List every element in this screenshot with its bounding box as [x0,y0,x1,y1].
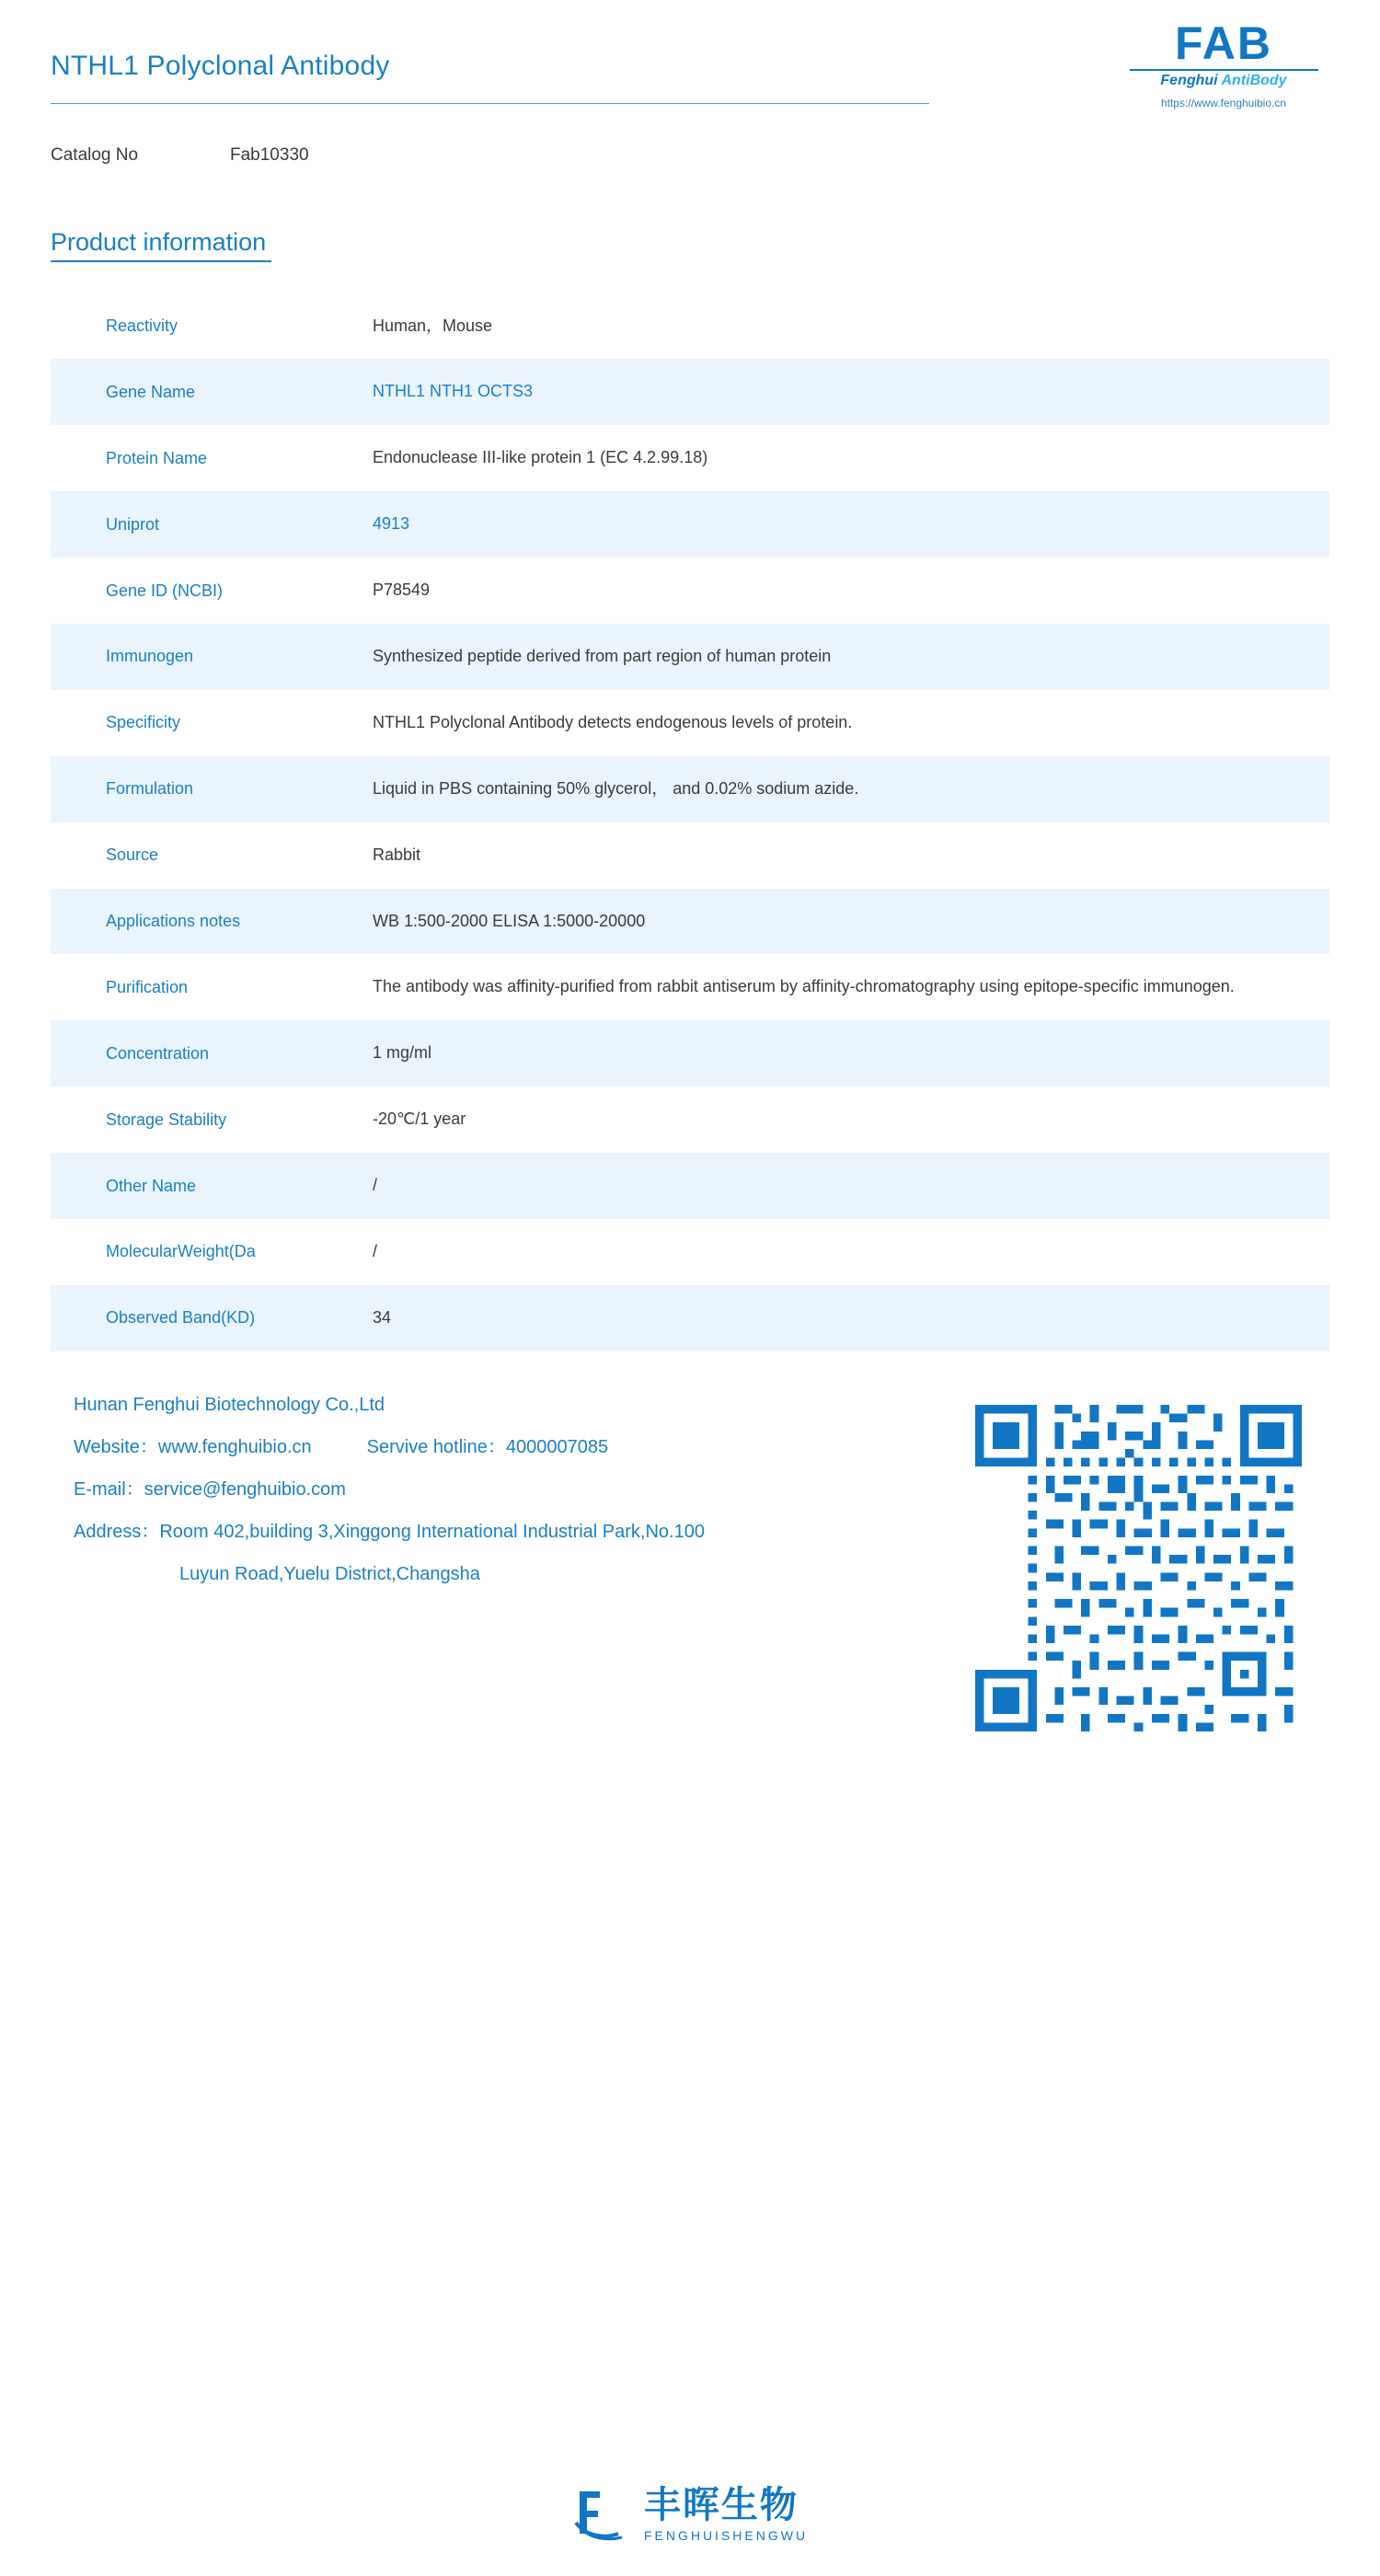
table-row [51,1285,1329,1351]
website-hotline-row [74,1438,705,1456]
table-row-value[interactable]: 4913 [373,514,410,534]
table-row-key: Concentration [106,1043,210,1063]
table-row-value: -20℃/1 year [373,1110,466,1129]
table-row-value: NTHL1 Polyclonal Antibody detects endogenous levels of protein. [373,712,853,731]
table-row-value: / [373,1241,378,1260]
table-row-value: The antibody was affinity-purified from rabbit antiserum by affinity-chromatography using epitope-specific immunogen. [373,977,1235,996]
website-line[interactable]: Website：www.fenghuibio.cn [74,1436,312,1457]
logo-underline [1130,69,1318,71]
table-row-key: Immunogen [106,647,194,666]
table-row-value: Liquid in PBS containing 50% glycerol， and 0.02% sodium azide. [373,778,859,798]
qr-code[interactable] [975,1405,1302,1731]
brand-name-en: FENGHUISHENGWU [643,2527,809,2543]
table-row-value: / [373,1176,378,1195]
hotline-line: Servive hotline：4000007085 [366,1436,609,1457]
table-row-key: Formulation [106,779,194,799]
table-row [51,822,1329,889]
page-title: NTHL1 Polyclonal Antibody [51,51,390,81]
table-row-key: Other Name [106,1176,197,1195]
table-row [51,889,1329,955]
company-name: Hunan Fenghui Biotechnology Co.,Ltd [74,1394,385,1415]
address-line-2: Luyun Road,Yuelu District,Changsha [179,1563,480,1584]
table-row [51,1153,1329,1219]
table-row-value: WB 1:500-2000 ELISA 1:5000-20000 [373,911,646,930]
table-row [51,1020,1329,1087]
table-row [51,624,1329,690]
bottom-brand-logo [0,2486,1380,2543]
document-header [51,0,1329,138]
document-footer [51,1386,1329,1690]
address-line-1: Address：Room 402,building 3,Xinggong International Industrial Park,No.100 [74,1521,705,1542]
logo-website-url[interactable]: https://www.fenghuibio.cn [1160,97,1287,109]
table-row-value: Human，Mouse [373,316,493,335]
table-row-value: Rabbit [373,845,421,864]
table-row-value: P78549 [373,581,431,600]
table-row [51,690,1329,756]
table-row-key: Purification [106,977,189,996]
logo-subtitle-part2: AntiBody [1221,73,1287,88]
table-row-key: Protein Name [106,448,208,467]
table-row-key: Storage Stability [106,1110,227,1129]
fenghui-wordmark [643,2484,809,2543]
table-row [51,359,1329,425]
table-row-key: Specificity [106,713,181,732]
product-information-table [51,293,1329,1351]
table-row-value: Synthesized peptide derived from part region of human protein [373,646,832,665]
table-row [51,491,1329,558]
table-row [51,1087,1329,1153]
table-row [51,293,1329,360]
table-row-key: Gene Name [106,382,196,401]
logo-subtitle [1118,73,1329,89]
title-divider [51,103,929,104]
table-row-key: MolecularWeight(Da [106,1242,256,1261]
table-row [51,756,1329,822]
product-information-body [51,293,1329,1351]
table-row [51,954,1329,1020]
section-heading [51,228,271,262]
brand-name-cn: 丰晖生物 [643,2484,799,2525]
table-row-value: Endonuclease III-like protein 1 (EC 4.2.99.18) [373,448,708,467]
contact-block [74,1396,705,1607]
table-row-key: Reactivity [106,316,178,335]
section-heading-underline [51,260,271,262]
section-heading-text: Product information [51,228,267,256]
table-row-value: 34 [373,1307,392,1327]
table-row-key: Uniprot [106,514,160,534]
catalog-label: Catalog No [51,145,139,165]
table-row-value[interactable]: NTHL1 NTH1 OCTS3 [373,382,534,401]
logo-subtitle-part1: Fenghui [1160,73,1222,88]
catalog-value: Fab10330 [230,145,309,165]
table-row-value: 1 mg/ml [373,1043,432,1063]
logo-text: FAB [1175,17,1272,69]
table-row [51,558,1329,624]
brand-logo [1118,17,1329,109]
table-row-key: Observed Band(KD) [106,1308,256,1328]
catalog-row [51,138,1329,193]
fenghui-mark-icon [572,2486,633,2543]
table-row-key: Source [106,845,159,865]
table-row [51,1219,1329,1285]
email-line[interactable]: E-mail：service@fenghuibio.com [74,1478,346,1500]
table-row-key: Gene ID (NCBI) [106,581,224,600]
table-row-key: Applications notes [106,911,241,930]
table-row [51,425,1329,491]
